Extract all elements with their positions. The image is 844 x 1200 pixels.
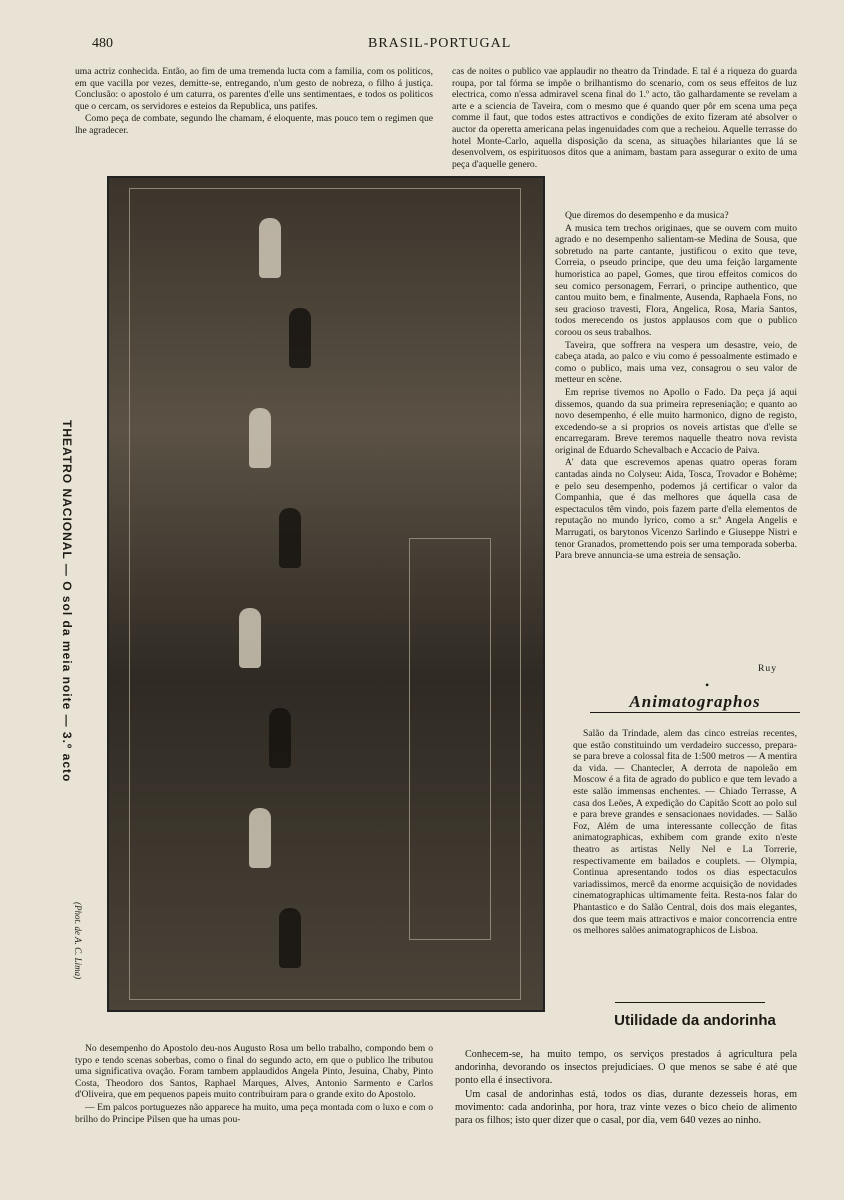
paragraph: Conhecem-se, ha muito tempo, os serviços prestados á agricultura pela andorinha, devorando os insectos prejudiciaes. O que menos se sabe é até que ponto ella é insectivora. bbox=[455, 1049, 797, 1086]
column-right-top bbox=[452, 66, 797, 171]
paragraph: No desempenho do Apostolo deu-nos Augusto Rosa um bello trabalho, compondo bem o typo e tendo scenas soberbas, como o final do segundo acto, em que o publico lhe tributou uma significativa ovação. Foram tambem applaudidos Angela Pinto, Jesuina, Chaby, Pinto Costa, Theodoro dos Santos, Raphael Marques, Alves, Antonio Sarmento e Carlos d'Oliveira, que em pequenos papeis muito contribuiram para o grande exito do Apostolo. bbox=[75, 1043, 433, 1101]
column-andorinha bbox=[455, 1048, 797, 1128]
page-number: 480 bbox=[92, 36, 113, 51]
paragraph: Taveira, que soffrera na vespera um desastre, veio, de cabeça atada, ao palco e viu como é pessoalmente estimado e como o publico, mais uma vez, consagrou o seu valor de metteur en scène. bbox=[555, 339, 797, 386]
actor-figure bbox=[269, 708, 291, 768]
theatre-photograph bbox=[107, 176, 545, 1012]
column-animatographos bbox=[573, 728, 797, 938]
paragraph: Um casal de andorinhas está, todos os dias, durante dezesseis horas, em movimento: cada andorinha, por hora, traz vinte vezes o bico cheio de alimento para os filhos; isto quer dizer que o casal, por dia, vem 640 vezes ao ninho. bbox=[455, 1089, 797, 1126]
paragraph: Em reprise tivemos no Apollo o Fado. Da peça já aqui dissemos, quando da sua primeira represeniação; e quanto ao novo desempenho, é elle muito harmonico, digno de registo, excedendo-se a si proprios os noveis artistas que d'elle se encarregaram. Breve teremos naquelle theatro nova revista original de Eduardo Schevalbach e Accacio de Paiva. bbox=[555, 386, 797, 456]
photo-credit: (Phot. de A. C. Lima) bbox=[73, 902, 83, 980]
column-left-top bbox=[75, 66, 433, 138]
stage-window bbox=[409, 538, 491, 940]
actor-figure bbox=[289, 308, 311, 368]
column-right-middle bbox=[555, 210, 797, 563]
actor-figure bbox=[259, 218, 281, 278]
section-title-animatographos: Animatographos bbox=[590, 692, 800, 713]
section-title-andorinha: Utilidade da andorinha bbox=[614, 1012, 776, 1029]
actor-figure bbox=[279, 908, 301, 968]
column-left-bottom bbox=[75, 1043, 433, 1126]
paragraph: A' data que escrevemos apenas quatro operas foram cantadas ainda no Colyseu: Aida, Tosca, Trovador e Bohème; e pelo seu desempenho, podemos já certificar o valor da Companhia, que é das melhores que áquella casa de espectaculos têm vindo, pois fazem parte d'ella elementos de reputação no mundo lyrico, como a sr.ª Angela Angelis e Marrugati, os barytonos Vicenzo Sarlindo e Giuseppe Nistri e tenor Granados, promettendo pois ser uma temporada soberba. Para breve annuncia-se uma estreia de sensação. bbox=[555, 457, 797, 562]
actor-figure bbox=[239, 608, 261, 668]
paragraph: — Em palcos portuguezes não apparece ha muito, uma peça montada com o luxo e com o brilho do Principe Pilsen que ha umas pou- bbox=[75, 1101, 433, 1125]
actor-figure bbox=[249, 408, 271, 468]
paragraph: cas de noites o publico vae applaudir no theatro da Trindade. E tal é a riqueza do guarda roupa, por tal fórma se impõe o brilhantismo do scenario, com os seus effeitos de luz electrica, como n'essa admiravel scena final do 1.º acto, tão galhardamente se revelam a arte e a sciencia de Taveira, com o mesmo que é quando quer pôr em scena uma peça comme il faut, que todos estes attractivos e condições de exito fizeram até absolver o auctor da operetta americana pelas ingenuidades com que a recheiou. Aquelle terrasse do hotel Monte-Carlo, aquella disposição da scena, as situações hilariantes que lá se desenvolvem, os espirituosos ditos que a animam, bastam para assegurar o exito de uma peça d'aquelle genero. bbox=[452, 66, 797, 170]
running-head: BRASIL-PORTUGAL bbox=[368, 36, 512, 51]
divider bbox=[615, 1002, 765, 1003]
paragraph: uma actriz conhecida. Então, ao fim de uma tremenda lucta com a familia, com os politicos, em que vacilla por vezes, demitte-se, entregando, n'um gesto de nobreza, o filho á justiça. Conclusão: o apostolo é um caturra, os parentes d'elle uns sentimentaes, e todos os politicos que o cercam, os servidores e esteios da Republica, uns patifes. bbox=[75, 66, 433, 112]
photo-caption: THEATRO NACIONAL — O sol da meia noite — 3.º acto bbox=[60, 420, 74, 783]
ornament-dot: • bbox=[705, 678, 710, 692]
paragraph: Como peça de combate, segundo lhe chamam, é eloquente, mas pouco tem o regimen que lhe agradecer. bbox=[75, 113, 433, 136]
paragraph: Salão da Trindade, alem das cinco estreias recentes, que estão constituindo um verdadeiro successo, prepara-se para breve a colossal fita de 1:500 metros — A mentira da vida. — Chantecler, A derrota de napoleão em Moscow é a fita de agrado do publico e que tem levado a este salão immensas enchentes. — Chiado Terrasse, A casa dos Leões, A expedição do Capitão Scott ao polo sul e para breve grandes e sensacionaes novidades. — Salão Foz, Além de uma interessante collecção de fitas animatographicas, exhibem com grande exito n'este theatro as artistas Nelly Nel e La Torrerie, respectivamente em bailados e couplets. — Olympia, Continua apresentando todos os dias espectaculos variadissimos, mercê da enorme acquisição de novidades cinematographicas ultimamente feita. Resta-nos falar do Phantastico e do Salão Central, dois dos mais elegantes, dos que teem mais attractivos e maior concorrencia entre os melhores salões animatographicos de Lisboa. bbox=[573, 728, 797, 937]
paragraph: A musica tem trechos originaes, que se ouvem com muito agrado e no desempenho salientam-se Medina de Sousa, que sobretudo na parte cantante, justificou o exito que teve, Correia, o pseudo principe, que deu uma feição largamente humoristica ao papel, Gomes, que tirou effeitos comicos do seu comico personagem, Ferrari, o principe authentico, que cantou muito bem, e finalmente, Ausenda, Raphaela Fons, no seu gracioso travesti, Flora, Angelica, Rosa, Maria Santos, todos merecendo os justos applausos com que o publico coroou os seus trabalhos. bbox=[555, 222, 797, 338]
paragraph: Que diremos do desempenho e da musica? bbox=[565, 210, 729, 221]
actor-figure bbox=[249, 808, 271, 868]
author-signature: Ruy bbox=[758, 663, 777, 674]
actor-figure bbox=[279, 508, 301, 568]
